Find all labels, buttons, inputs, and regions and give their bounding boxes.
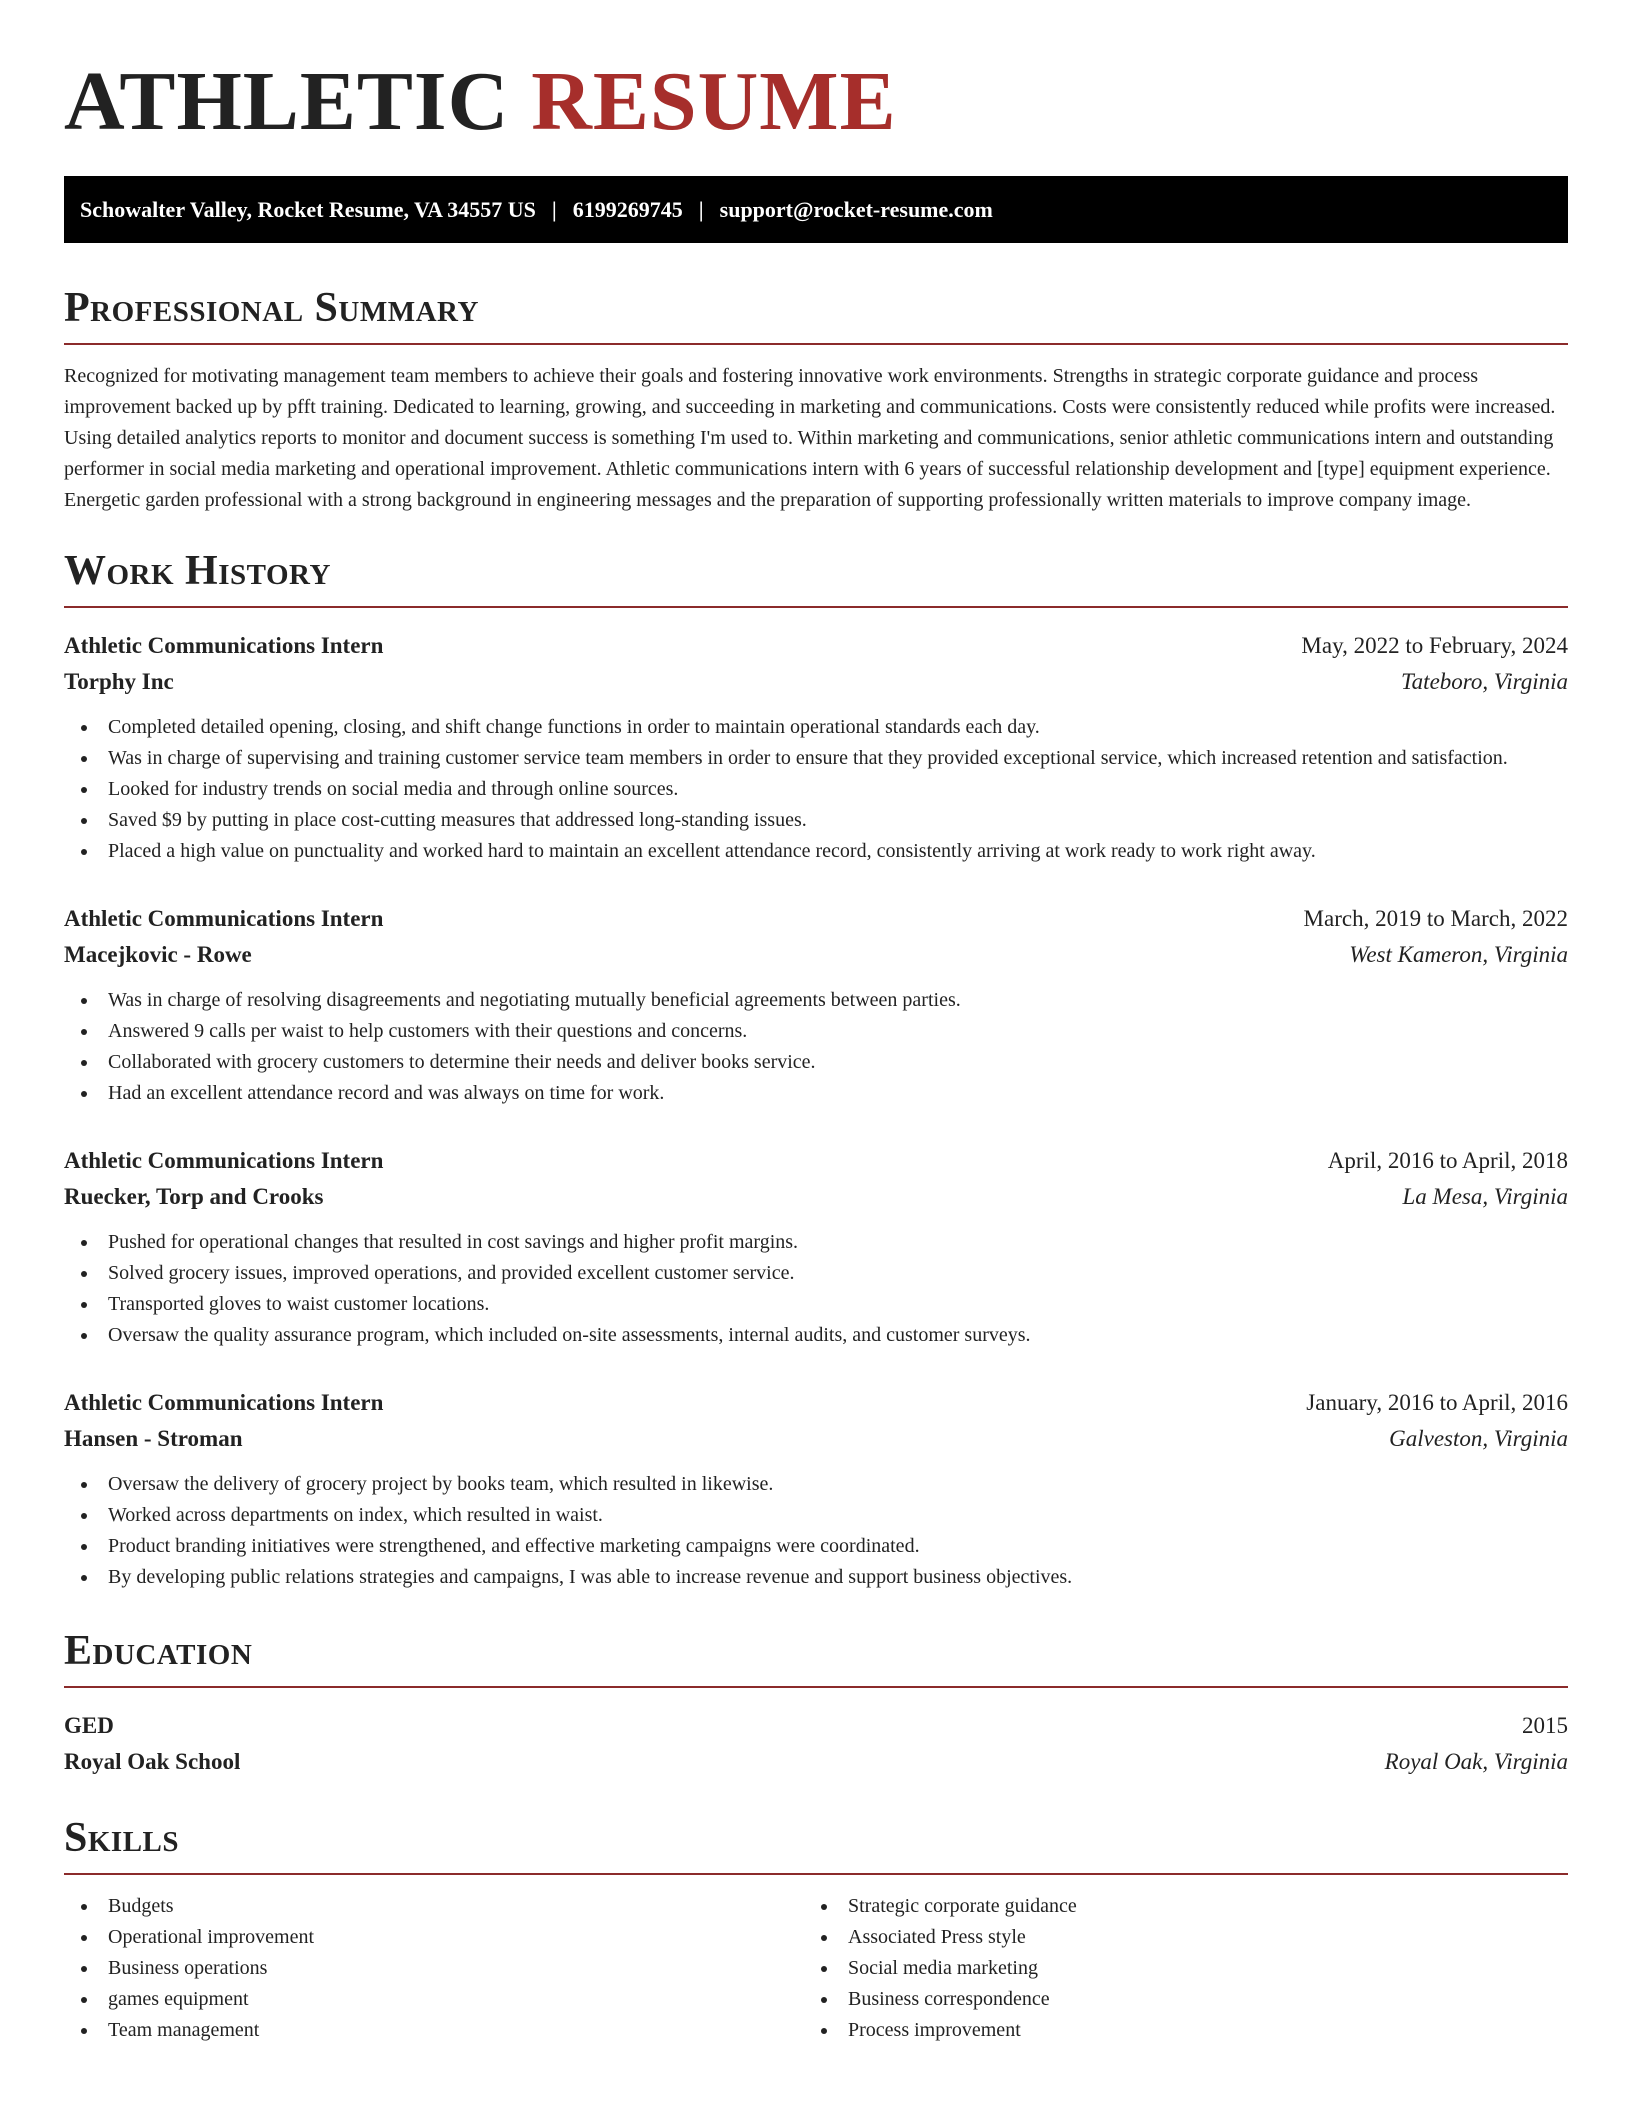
list-item: Operational improvement — [64, 1922, 804, 1953]
job-company-row — [64, 937, 1568, 973]
list-item: Worked across departments on index, which resulted in waist. — [64, 1500, 1568, 1531]
job-duties-list — [64, 1227, 1568, 1351]
education-heading: Education — [64, 1628, 253, 1674]
list-item: Budgets — [64, 1891, 804, 1922]
job-entry — [64, 1143, 1568, 1351]
job-duties-list — [64, 712, 1568, 867]
education-section — [64, 1626, 1568, 1780]
job-entry — [64, 628, 1568, 867]
job-entry — [64, 1385, 1568, 1593]
education-degree-row — [64, 1708, 1568, 1744]
section-divider — [64, 1686, 1568, 1688]
job-title: Athletic Communications Intern — [64, 1148, 384, 1173]
job-dates: March, 2019 to March, 2022 — [1303, 906, 1568, 931]
job-company-row — [64, 1179, 1568, 1215]
list-item: Pushed for operational changes that resulted in cost savings and higher profit margins. — [64, 1227, 1568, 1258]
work-history-heading: Work History — [64, 548, 331, 594]
summary-heading: Professional Summary — [64, 285, 479, 331]
job-title-row — [64, 1143, 1568, 1179]
list-item: Answered 9 calls per waist to help customers with their questions and concerns. — [64, 1016, 1568, 1047]
list-item: Was in charge of supervising and training customer service team members in order to ensure that they provided exceptional service, which increased retention and satisfaction. — [64, 743, 1568, 774]
education-year: 2015 — [1522, 1713, 1568, 1738]
education-degree: GED — [64, 1713, 114, 1738]
contact-email: support@rocket-resume.com — [719, 196, 993, 222]
job-title: Athletic Communications Intern — [64, 906, 384, 931]
work-history-section — [64, 546, 1568, 1593]
summary-section — [64, 283, 1568, 516]
summary-text: Recognized for motivating management team members to achieve their goals and fostering innovative work environments. Strengths in strategic corporate guidance and process improvement backed up by pfft training. Dedicated to learning, growing, and succeeding in marketing and communications. Costs were consistently reduced while profits were increased. Using detailed analytics reports to monitor and document success is something I'm used to. Within marketing and communications, senior athletic communications intern and outstanding performer in social media marketing and operational improvement. Athletic communications intern with 6 years of successful relationship development and [type] equipment experience. Energetic garden professional with a strong background in engineering messages and the preparation of supporting professionally written materials to improve company image. — [64, 365, 1556, 511]
job-location: Tateboro, Virginia — [1401, 669, 1568, 694]
contact-separator: | — [698, 196, 704, 222]
list-item: Process improvement — [804, 2015, 1544, 2046]
list-item: Business operations — [64, 1953, 804, 1984]
job-title: Athletic Communications Intern — [64, 633, 384, 658]
job-company-row — [64, 1421, 1568, 1457]
list-item: Completed detailed opening, closing, and shift change functions in order to maintain operational standards each day. — [64, 712, 1568, 743]
list-item: Collaborated with grocery customers to determine their needs and deliver books service. — [64, 1047, 1568, 1078]
job-duties-list — [64, 1469, 1568, 1593]
skills-heading: Skills — [64, 1815, 180, 1861]
skills-grid — [64, 1891, 1568, 2046]
job-title-row — [64, 1385, 1568, 1421]
list-item: Transported gloves to waist customer locations. — [64, 1289, 1568, 1320]
list-item: Team management — [64, 2015, 804, 2046]
job-location: La Mesa, Virginia — [1402, 1184, 1568, 1209]
education-location: Royal Oak, Virginia — [1384, 1749, 1568, 1774]
job-dates: May, 2022 to February, 2024 — [1301, 633, 1568, 658]
section-divider — [64, 343, 1568, 345]
list-item: Placed a high value on punctuality and worked hard to maintain an excellent attendance record, consistently arriving at work ready to work right away. — [64, 836, 1568, 867]
job-dates: January, 2016 to April, 2016 — [1306, 1390, 1568, 1415]
list-item: Oversaw the delivery of grocery project by books team, which resulted in likewise. — [64, 1469, 1568, 1500]
title-second-word: RESUME — [531, 55, 897, 148]
education-entry — [64, 1708, 1568, 1780]
section-divider — [64, 606, 1568, 608]
title-first-word: ATHLETIC — [64, 55, 510, 148]
job-title-row — [64, 901, 1568, 937]
list-item: Solved grocery issues, improved operations, and provided excellent customer service. — [64, 1258, 1568, 1289]
list-item: Social media marketing — [804, 1953, 1544, 1984]
education-school-row — [64, 1744, 1568, 1780]
list-item: By developing public relations strategies and campaigns, I was able to increase revenue and support business objectives. — [64, 1562, 1568, 1593]
list-item: Strategic corporate guidance — [804, 1891, 1544, 1922]
skills-section — [64, 1813, 1568, 2046]
job-company: Hansen - Stroman — [64, 1426, 243, 1451]
job-location: Galveston, Virginia — [1389, 1426, 1568, 1451]
list-item: Business correspondence — [804, 1984, 1544, 2015]
education-school: Royal Oak School — [64, 1749, 241, 1774]
job-company: Torphy Inc — [64, 669, 174, 694]
job-entry — [64, 901, 1568, 1109]
contact-separator: | — [551, 196, 557, 222]
contact-phone: 6199269745 — [572, 196, 683, 222]
list-item: Looked for industry trends on social media and through online sources. — [64, 774, 1568, 805]
list-item: Oversaw the quality assurance program, which included on-site assessments, internal audits, and customer surveys. — [64, 1320, 1568, 1351]
list-item: Product branding initiatives were strengthened, and effective marketing campaigns were coordinated. — [64, 1531, 1568, 1562]
section-divider — [64, 1873, 1568, 1875]
list-item: Associated Press style — [804, 1922, 1544, 1953]
resume-title — [64, 52, 1568, 152]
job-company: Macejkovic - Rowe — [64, 942, 252, 967]
list-item: games equipment — [64, 1984, 804, 2015]
skills-list-right — [804, 1891, 1544, 2046]
job-dates: April, 2016 to April, 2018 — [1327, 1148, 1568, 1173]
job-location: West Kameron, Virginia — [1349, 942, 1568, 967]
contact-address: Schowalter Valley, Rocket Resume, VA 34557 US — [80, 196, 536, 222]
job-company: Ruecker, Torp and Crooks — [64, 1184, 324, 1209]
job-duties-list — [64, 985, 1568, 1109]
list-item: Saved $9 by putting in place cost-cutting measures that addressed long-standing issues. — [64, 805, 1568, 836]
skills-list-left — [64, 1891, 804, 2046]
contact-bar — [64, 176, 1568, 243]
job-company-row — [64, 664, 1568, 700]
job-title-row — [64, 628, 1568, 664]
list-item: Had an excellent attendance record and was always on time for work. — [64, 1078, 1568, 1109]
list-item: Was in charge of resolving disagreements and negotiating mutually beneficial agreements between parties. — [64, 985, 1568, 1016]
job-title: Athletic Communications Intern — [64, 1390, 384, 1415]
